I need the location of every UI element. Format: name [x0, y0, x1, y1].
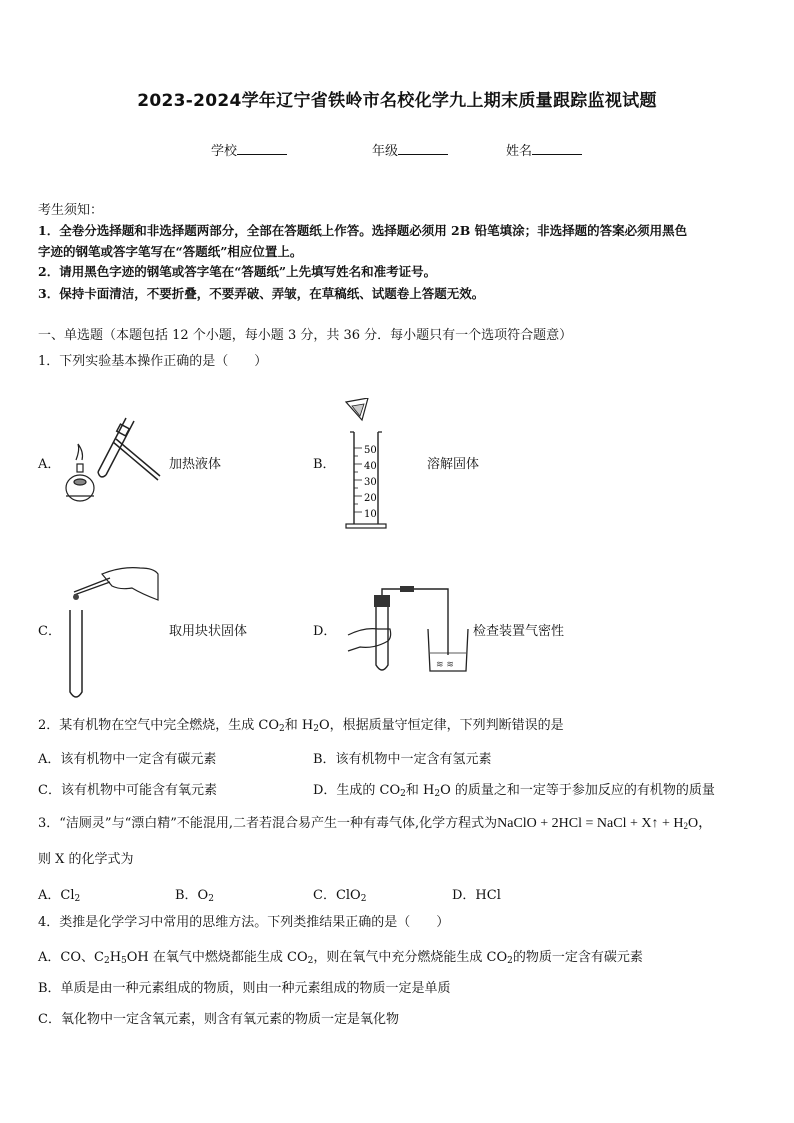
graduated-cylinder-illustration — [338, 398, 398, 533]
q2-option-d[interactable]: D．生成的 $CO_2$和 $H_2O$ 的质量之和一定等于参加反应的有机物的质量 — [313, 783, 715, 799]
svg-text:≋ ≋: ≋ ≋ — [436, 660, 454, 670]
question-3-stem: 3．“洁厕灵”与“漂白精”不能混用,二者若混合易产生一种有毒气体,化学方程式为NaClO + 2HCl = NaCl + X↑ + $H_2O$， — [38, 816, 713, 831]
q3-option-b[interactable]: B．$O_2$ — [175, 888, 214, 904]
q3-option-c[interactable]: C．ClO$_2$ — [313, 888, 367, 904]
question-4-stem: 4．类推是化学学习中常用的思维方法。下列类推结果正确的是（ ） — [38, 915, 450, 930]
q1-option-b-letter[interactable]: B． — [313, 457, 336, 472]
scale-label-40: 40 — [364, 461, 377, 472]
scale-label-20: 20 — [364, 493, 377, 504]
airtightness-check-illustration — [344, 585, 474, 680]
question-2-stem: 2．某有机物在空气中完全燃烧，生成 $CO_2$和 $H_2O$，根据质量守恒定律，下列判断错误的是 — [38, 718, 564, 734]
question-1-stem: 1．下列实验基本操作正确的是（ ） — [38, 354, 268, 369]
q1-option-b-text: 溶解固体 — [427, 457, 480, 472]
q1-option-d-text: 检查装置气密性 — [473, 624, 565, 639]
q1-option-d-letter[interactable]: D． — [313, 624, 337, 639]
q2-option-b[interactable]: B．该有机物中一定含有氢元素 — [313, 752, 492, 767]
q2-option-c[interactable]: C．该有机物中可能含有氧元素 — [38, 783, 217, 798]
notice-item-3: 3．保持卡面清洁，不要折叠，不要弄破、弄皱，在草稿纸、试题卷上答题无效。 — [38, 286, 485, 301]
scale-label-50: 50 — [364, 445, 377, 456]
scale-label-30: 30 — [364, 477, 377, 488]
q1-option-c-letter[interactable]: C． — [38, 624, 61, 639]
school-field[interactable]: 学校 — [211, 140, 287, 159]
q3-option-a[interactable]: A．$Cl_2$ — [38, 888, 81, 904]
name-field[interactable]: 姓名 — [506, 140, 582, 159]
chemical-equation: NaClO + 2HCl = NaCl + X↑ + $H_2O$， — [497, 816, 713, 831]
grade-field[interactable]: 年级 — [372, 140, 448, 159]
q3-option-d[interactable]: D．HCl — [452, 888, 501, 903]
solid-sampling-illustration — [62, 560, 162, 702]
q1-option-c-text: 取用块状固体 — [169, 624, 248, 639]
page-title: 2023-2024学年辽宁省铁岭市名校化学九上期末质量跟踪监视试题 — [137, 91, 657, 111]
section-heading: 一、单选题（本题包括 12 个小题，每小题 3 分，共 36 分．每小题只有一个选项符合题意） — [38, 328, 573, 343]
scale-label-10: 10 — [364, 509, 377, 520]
question-3-stem-2: 则 X 的化学式为 — [38, 852, 134, 867]
notice-item-1b: 字迹的钢笔或答字笔写在“答题纸”相应位置上。 — [38, 244, 303, 259]
q2-option-a[interactable]: A．该有机物中一定含有碳元素 — [38, 752, 217, 767]
q1-option-a-text: 加热液体 — [169, 457, 222, 472]
notice-item-1a: 1．全卷分选择题和非选择题两部分，全部在答题纸上作答。选择题必须用 2B 铅笔填涂；非选择题的答案必须用黑色 — [38, 223, 688, 238]
notice-item-2: 2．请用黑色字迹的钢笔或答字笔在“答题纸”上先填写姓名和准考证号。 — [38, 264, 437, 279]
q4-option-a[interactable]: A．CO、$C_2H_5OH$ 在氧气中燃烧都能生成 $CO_2$，则在氧气中充分燃烧能生成 $CO_2$的物质一定含有碳元素 — [38, 950, 643, 966]
q1-option-a-letter[interactable]: A． — [38, 457, 61, 472]
notice-heading: 考生须知： — [38, 203, 104, 218]
heating-liquid-illustration — [58, 412, 168, 507]
q4-option-c[interactable]: C．氧化物中一定含氧元素，则含有氧元素的物质一定是氧化物 — [38, 1012, 399, 1027]
q4-option-b[interactable]: B．单质是由一种元素组成的物质，则由一种元素组成的物质一定是单质 — [38, 981, 451, 996]
